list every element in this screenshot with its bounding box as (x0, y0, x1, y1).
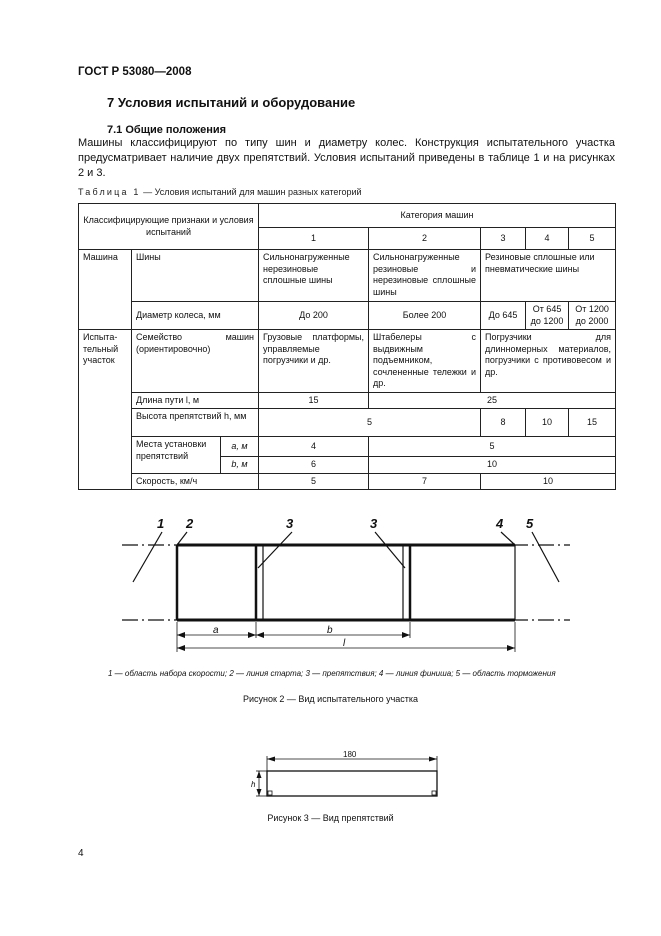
obstacle-outline (267, 771, 437, 796)
corner-mark-left (268, 791, 272, 795)
dim-height-label: h (251, 780, 256, 789)
dim-label-l: l (343, 638, 346, 649)
b-cat-1: 6 (259, 457, 369, 474)
header-col-2: 2 (369, 228, 481, 250)
tires-cat-3-5: Резиновые сплошные или пневматические шины (481, 250, 616, 302)
figure-3-caption: Рисунок 3 — Вид препятствий (267, 813, 394, 823)
table-caption-text: — Условия испытаний для машин разных категорий (140, 187, 362, 197)
row-group-machine: Машина (79, 250, 132, 330)
row-label-length: Длина пути l, м (132, 392, 259, 409)
standard-header: ГОСТ Р 53080—2008 (78, 66, 192, 78)
length-cat-2-5: 25 (369, 392, 616, 409)
marker-5: 5 (526, 516, 534, 531)
table-caption (78, 187, 362, 197)
row-label-a: a, м (221, 437, 259, 457)
figure-2-test-section (0, 500, 661, 665)
marker-2: 2 (186, 516, 194, 531)
subsection-title: 7.1 Общие положения (107, 124, 227, 136)
row-label-family: Семейство машин (ориентировочно) (132, 330, 259, 393)
leader-3b (375, 532, 405, 568)
header-category: Категория машин (259, 204, 616, 228)
table-caption-label: Таблица 1 (78, 187, 141, 197)
leader-2 (177, 532, 187, 545)
family-cat-3-5: Погрузчики для длинномерных материалов, погрузчики с противовесом и др. (481, 330, 616, 393)
figure-3-obstacle (0, 748, 661, 808)
test-conditions-table (78, 203, 616, 490)
header-col-3: 3 (481, 228, 526, 250)
diameter-cat-3: До 645 (481, 302, 526, 330)
dim-width-label: 180 (343, 750, 357, 759)
marker-3a: 3 (286, 516, 294, 531)
speed-cat-1: 5 (259, 473, 369, 490)
leader-5 (532, 532, 559, 582)
b-cat-2-5: 10 (369, 457, 616, 474)
row-label-speed: Скорость, км/ч (132, 473, 259, 490)
a-cat-1: 4 (259, 437, 369, 457)
page-number: 4 (78, 848, 84, 859)
marker-4: 4 (496, 516, 504, 531)
speed-cat-3-5: 10 (481, 473, 616, 490)
figure-2-caption: Рисунок 2 — Вид испытательного участка (242, 694, 419, 704)
header-col-5: 5 (569, 228, 616, 250)
a-cat-2-5: 5 (369, 437, 616, 457)
height-cat-5: 15 (569, 409, 616, 437)
marker-3b: 3 (370, 516, 378, 531)
corner-mark-right (432, 791, 436, 795)
diameter-cat-5: От 1200 до 2000 (569, 302, 616, 330)
speed-cat-2: 7 (369, 473, 481, 490)
row-label-places: Места установки препятствий (132, 437, 221, 474)
height-cat-4: 10 (526, 409, 569, 437)
body-paragraph: Машины классифицируют по типу шин и диаметру колес. Конструкция испытательного участка предусматривает наличие двух препятствий. Условия испытаний приведены в таблице 1 и на рисунках 2 и 3. (78, 137, 615, 179)
diameter-cat-1: До 200 (259, 302, 369, 330)
family-cat-2: Штабелеры с выдвижным подъемником, сочлененные тележки и др. (369, 330, 481, 393)
height-cat-1-2: 5 (259, 409, 481, 437)
leader-1 (133, 532, 162, 582)
row-label-diameter: Диаметр колеса, мм (132, 302, 259, 330)
tires-cat-1: Сильнонагруженные нерезиновые сплошные шины (259, 250, 369, 302)
diameter-cat-4: От 645 до 1200 (526, 302, 569, 330)
family-cat-1: Грузовые платформы, управляемые погрузчики и др. (259, 330, 369, 393)
row-group-site: Испыта-тельный участок (79, 330, 132, 490)
section-title: 7 Условия испытаний и оборудование (107, 95, 356, 110)
diameter-cat-2: Более 200 (369, 302, 481, 330)
height-cat-3: 8 (481, 409, 526, 437)
row-label-height: Высота препятствий h, мм (132, 409, 259, 437)
dim-label-a: a (213, 625, 219, 636)
tires-cat-2: Сильнонагруженные резиновые и нерезиновые сплошные шины (369, 250, 481, 302)
header-classif: Классифицирующие признаки и условия испытаний (79, 204, 259, 250)
row-label-tires: Шины (132, 250, 259, 302)
figure-2-legend: 1 — область набора скорости; 2 — линия старта; 3 — препятствия; 4 — линия финиша; 5 — область торможения (108, 669, 556, 678)
row-label-b: b, м (221, 457, 259, 474)
marker-1: 1 (157, 516, 165, 531)
header-col-4: 4 (526, 228, 569, 250)
leader-4 (501, 532, 515, 545)
header-col-1: 1 (259, 228, 369, 250)
dim-label-b: b (327, 625, 333, 636)
length-cat-1: 15 (259, 392, 369, 409)
